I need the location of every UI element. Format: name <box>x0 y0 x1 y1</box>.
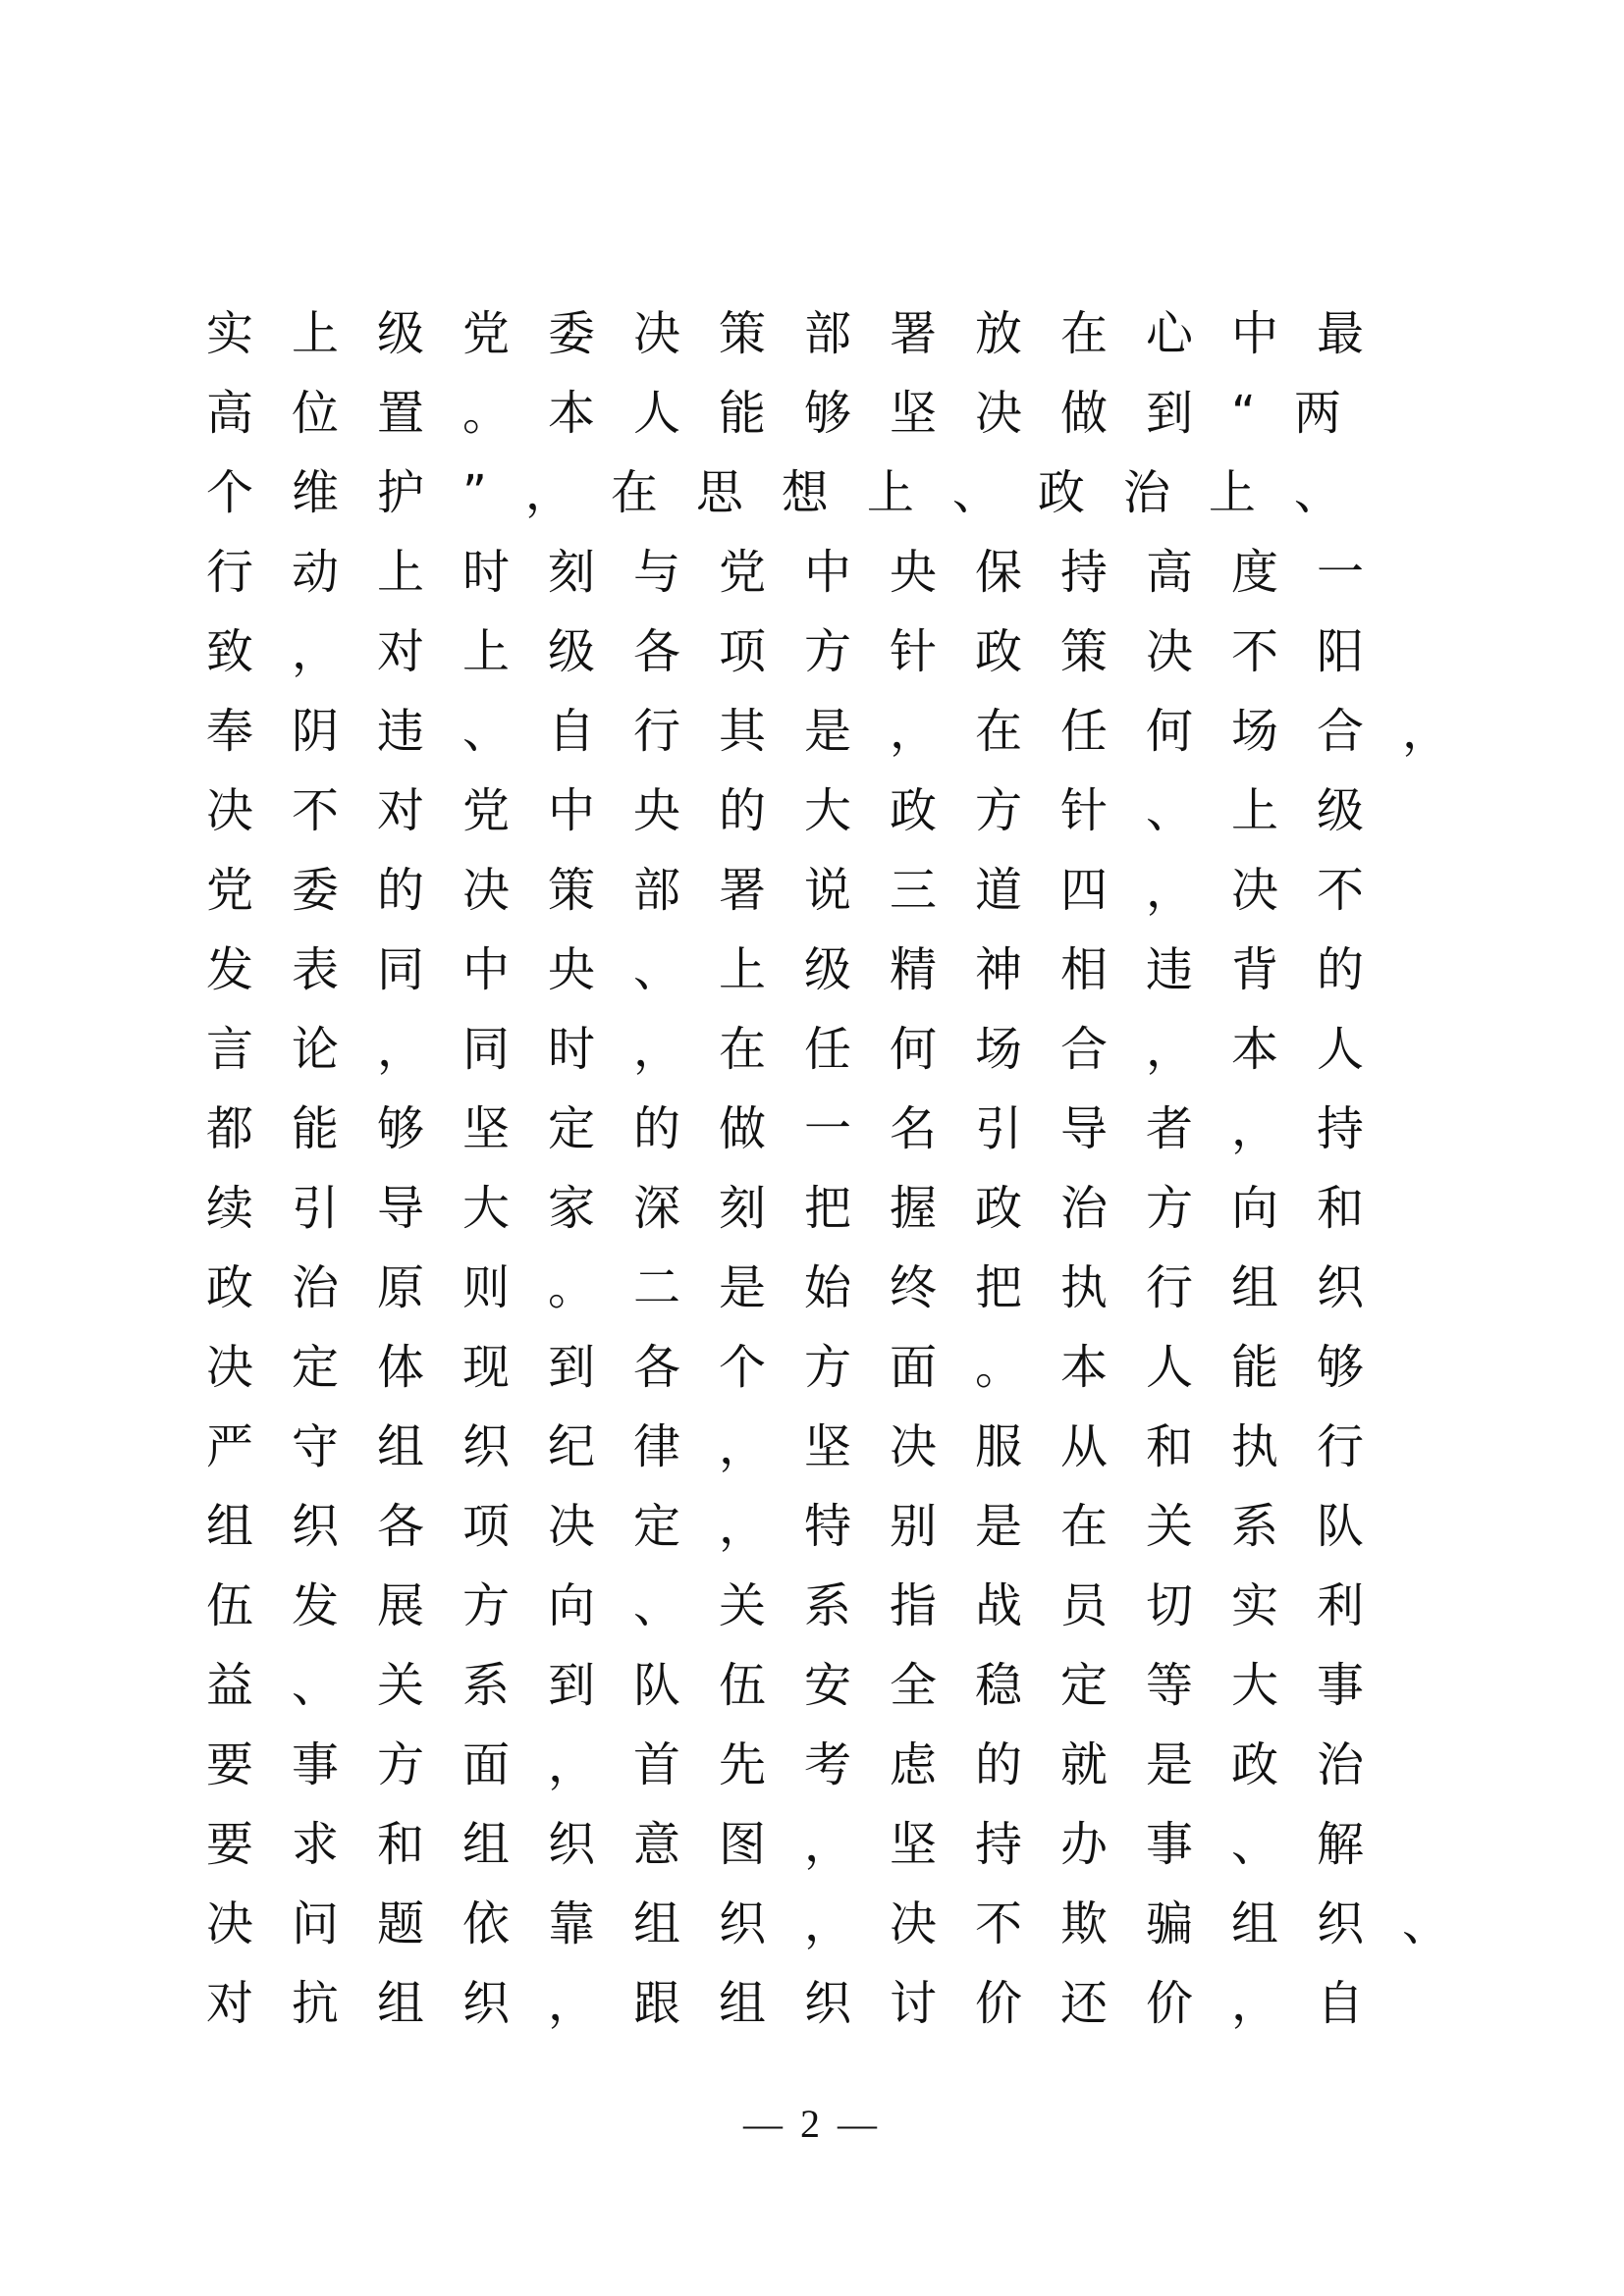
text-line-20: 要求和组织意图，坚持办事、解 <box>206 1817 1403 1872</box>
text-line-18: 益、关系到队伍安全稳定等大事 <box>206 1658 1403 1713</box>
text-line-4: 行动上时刻与党中央保持高度一 <box>206 545 1403 600</box>
text-line-15: 严守组织纪律，坚决服从和执行 <box>206 1419 1403 1474</box>
text-line-22: 对抗组织，跟组织讨价还价，自 <box>206 1976 1403 2031</box>
text-line-5: 致，对上级各项方针政策决不阳 <box>206 624 1403 679</box>
text-line-7: 决不对党中央的大政方针、上级 <box>206 783 1403 838</box>
text-line-10: 言论，同时，在任何场合，本人 <box>206 1022 1403 1077</box>
text-line-2: 高位置。本人能够坚决做到“两 <box>206 386 1380 441</box>
text-line-17: 伍发展方向、关系指战员切实利 <box>206 1578 1403 1633</box>
text-line-8: 党委的决策部署说三道四，决不 <box>206 863 1403 918</box>
text-line-19: 要事方面，首先考虑的就是政治 <box>206 1737 1403 1792</box>
body-text <box>206 294 1489 2044</box>
text-line-14: 决定体现到各个方面。本人能够 <box>206 1340 1403 1395</box>
text-line-11: 都能够坚定的做一名引导者，持 <box>206 1101 1403 1156</box>
text-line-21: 决问题依靠组织，决不欺骗组织、 <box>206 1896 1489 1951</box>
text-line-1: 实上级党委决策部署放在心中最 <box>206 306 1403 361</box>
text-line-16: 组织各项决定，特别是在关系队 <box>206 1499 1403 1554</box>
text-line-13: 政治原则。二是始终把执行组织 <box>206 1260 1403 1315</box>
text-line-3: 个维护”，在思想上、政治上、 <box>206 465 1380 520</box>
text-line-9: 发表同中央、上级精神相违背的 <box>206 942 1403 997</box>
text-line-6: 奉阴违、自行其是，在任何场合， <box>206 704 1489 759</box>
page-number: — 2 — <box>743 2102 881 2146</box>
text-line-12: 续引导大家深刻把握政治方向和 <box>206 1181 1403 1236</box>
